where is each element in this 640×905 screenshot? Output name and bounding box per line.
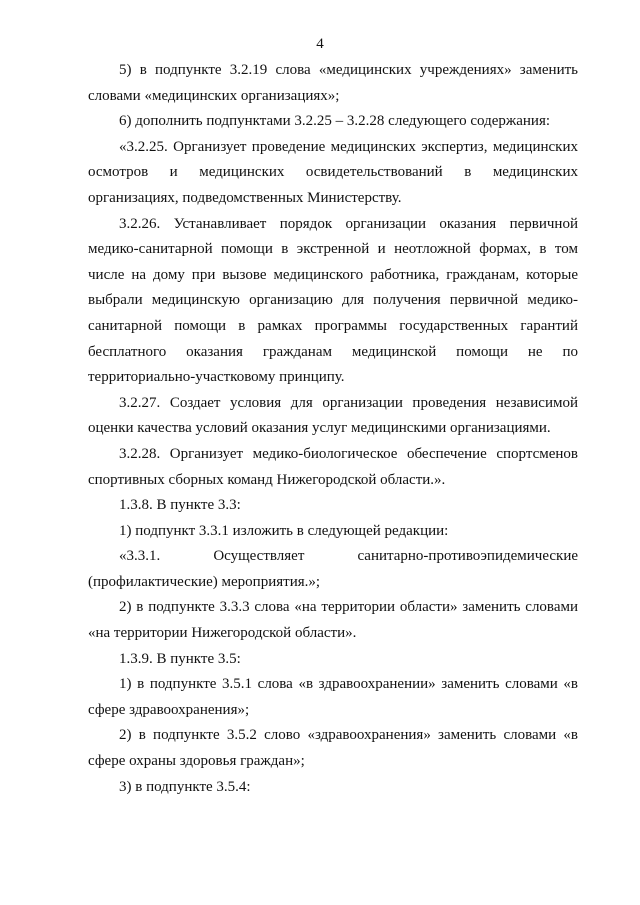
paragraph-5: 3.2.27. Создает условия для организации проведения независимой оценки качества условий оказания услуг медицинскими организациями. bbox=[88, 394, 578, 437]
paragraph-13: 2) в подпункте 3.5.2 слово «здравоохранения» заменить словами «в сфере охраны здоровья граждан»; bbox=[88, 727, 578, 770]
paragraph-12: 1) в подпункте 3.5.1 слова «в здравоохранении» заменить словами «в сфере здравоохранения»; bbox=[88, 676, 578, 718]
page-number: 4 bbox=[316, 36, 324, 52]
paragraph-2: 6) дополнить подпунктами 3.2.25 – 3.2.28 следующего содержания: bbox=[119, 113, 551, 130]
paragraph-11: 1.3.9. В пункте 3.5: bbox=[119, 650, 241, 667]
paragraph-4: 3.2.26. Устанавливает порядок организации оказания первичной медико-санитарной помощи в экстренной и неотложной формах, в том числе на дому при вызове медицинского работника, гражданам, которые выбрали медицинскую организацию для получения первичной медико-санитарной помощи в рамках программы государственных гарантий бесплатного оказания гражданам медицинской помощи не по территориально-участковому принципу. bbox=[88, 215, 578, 386]
paragraph-9: «3.3.1. Осуществляет санитарно-противоэпидемические (профилактические) мероприятия.»; bbox=[88, 548, 578, 590]
paragraph-6: 3.2.28. Организует медико-биологическое обеспечение спортсменов спортивных сборных команд Нижегородской области.». bbox=[88, 445, 578, 488]
paragraph-1: 5) в подпункте 3.2.19 слова «медицинских учреждениях» заменить словами «медицинских организациях»; bbox=[88, 62, 578, 104]
document-body bbox=[88, 58, 578, 800]
paragraph-10: 2) в подпункте 3.3.3 слова «на территории области» заменить словами «на территории Нижегородской области». bbox=[88, 599, 578, 642]
paragraph-7: 1.3.8. В пункте 3.3: bbox=[119, 497, 241, 514]
paragraph-8: 1) подпункт 3.3.1 изложить в следующей редакции: bbox=[119, 522, 449, 539]
paragraph-14: 3) в подпункте 3.5.4: bbox=[119, 778, 251, 795]
paragraph-3: «3.2.25. Организует проведение медицинских экспертиз, медицинских осмотров и медицинских освидетельствований в медицинских организациях, подведомственных Министерству. bbox=[88, 138, 578, 206]
